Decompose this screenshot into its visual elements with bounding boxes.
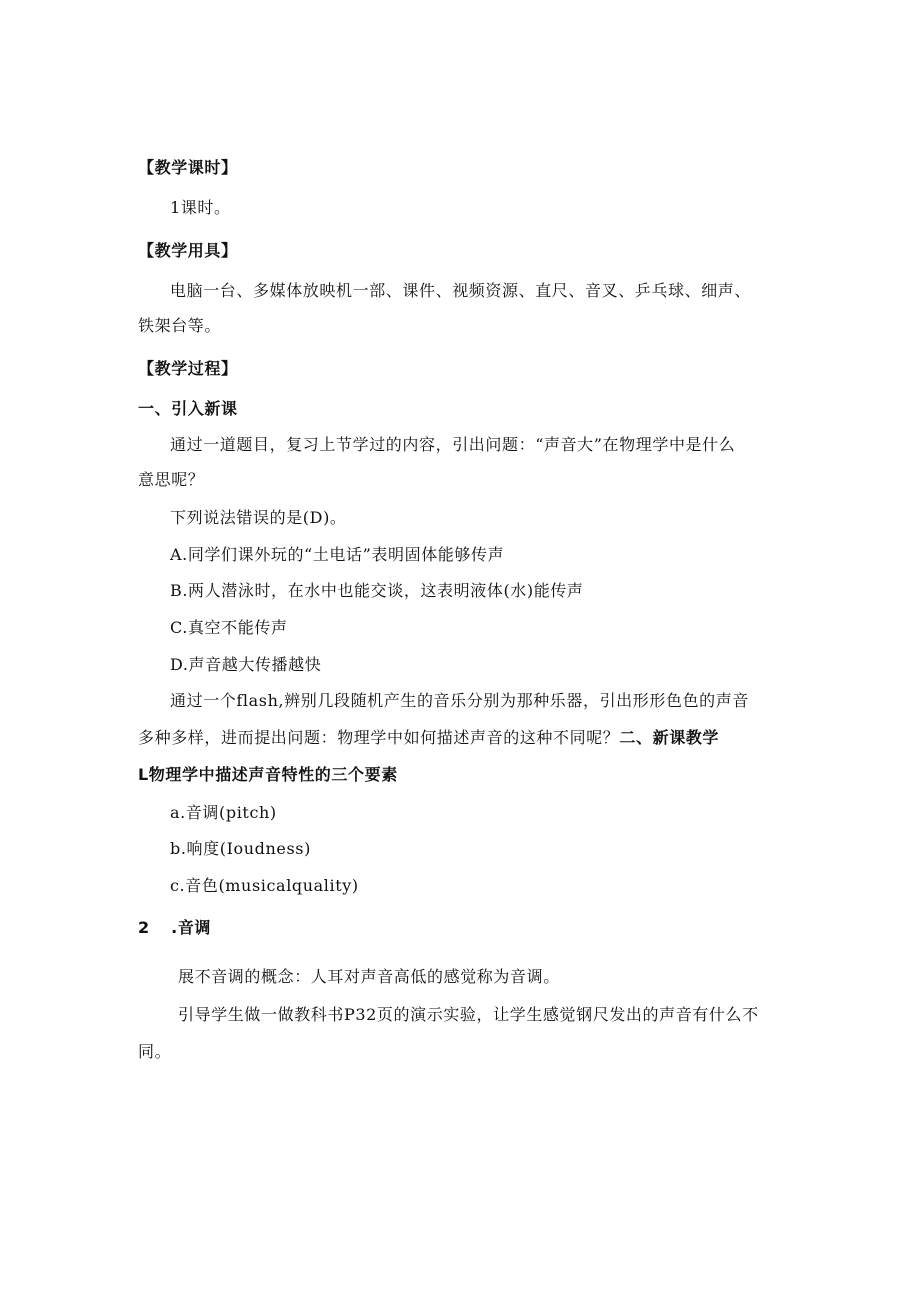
- option-c: C.真空不能传声: [170, 618, 288, 637]
- intro-line1: 通过一道题目，复习上节学过的内容，引出问题：“声音大”在物理学中是什么: [170, 435, 736, 454]
- tools-text-line2: 铁架台等。: [138, 316, 222, 335]
- flash-line1: 通过一个flash,辨别几段随机产生的音乐分别为那种乐器，引出形形色色的声音: [170, 691, 749, 710]
- pitch-heading-number: 2: [138, 918, 150, 937]
- class-hours-text: 1课时。: [170, 198, 231, 217]
- element-quality: c.音色(musicalquality): [170, 876, 359, 895]
- option-a: A.同学们课外玩的“土电话”表明固体能够传声: [170, 545, 505, 564]
- class-hours-heading: 【教学课时】: [138, 158, 238, 177]
- pitch-heading: [138, 917, 211, 939]
- pitch-heading-text: .音调: [171, 918, 212, 937]
- guide-line2: 同。: [138, 1042, 172, 1061]
- part2-inline-heading: 二、新课教学: [619, 728, 720, 747]
- pitch-concept: 展不音调的概念：人耳对声音高低的感觉称为音调。: [178, 967, 560, 986]
- question-text: 下列说法错误的是(D)。: [170, 508, 347, 527]
- process-heading: 【教学过程】: [138, 359, 238, 378]
- tools-heading: 【教学用具】: [138, 241, 238, 260]
- flash-line2-text: 多种多样，进而提出问题：物理学中如何描述声音的这种不同呢？: [138, 728, 620, 747]
- option-d: D.声音越大传播越快: [170, 655, 322, 674]
- intro-line2: 意思呢？: [138, 470, 205, 489]
- flash-line2: [138, 727, 719, 749]
- tools-text-line1: 电脑一台、多媒体放映机一部、课件、视频资源、直尺、音叉、乒乓球、细声、: [170, 281, 752, 300]
- elements-heading: L物理学中描述声音特性的三个要素: [138, 765, 398, 784]
- option-b: B.两人潜泳时，在水中也能交谈，这表明液体(水)能传声: [170, 581, 584, 600]
- element-loudness: b.响度(Ioudness): [170, 839, 311, 858]
- part1-heading: 一、引入新课: [138, 399, 238, 418]
- guide-line1: 引导学生做一做教科书P32页的演示实验，让学生感觉钢尺发出的声音有什么不: [178, 1005, 759, 1024]
- element-pitch: a.音调(pitch): [170, 803, 277, 822]
